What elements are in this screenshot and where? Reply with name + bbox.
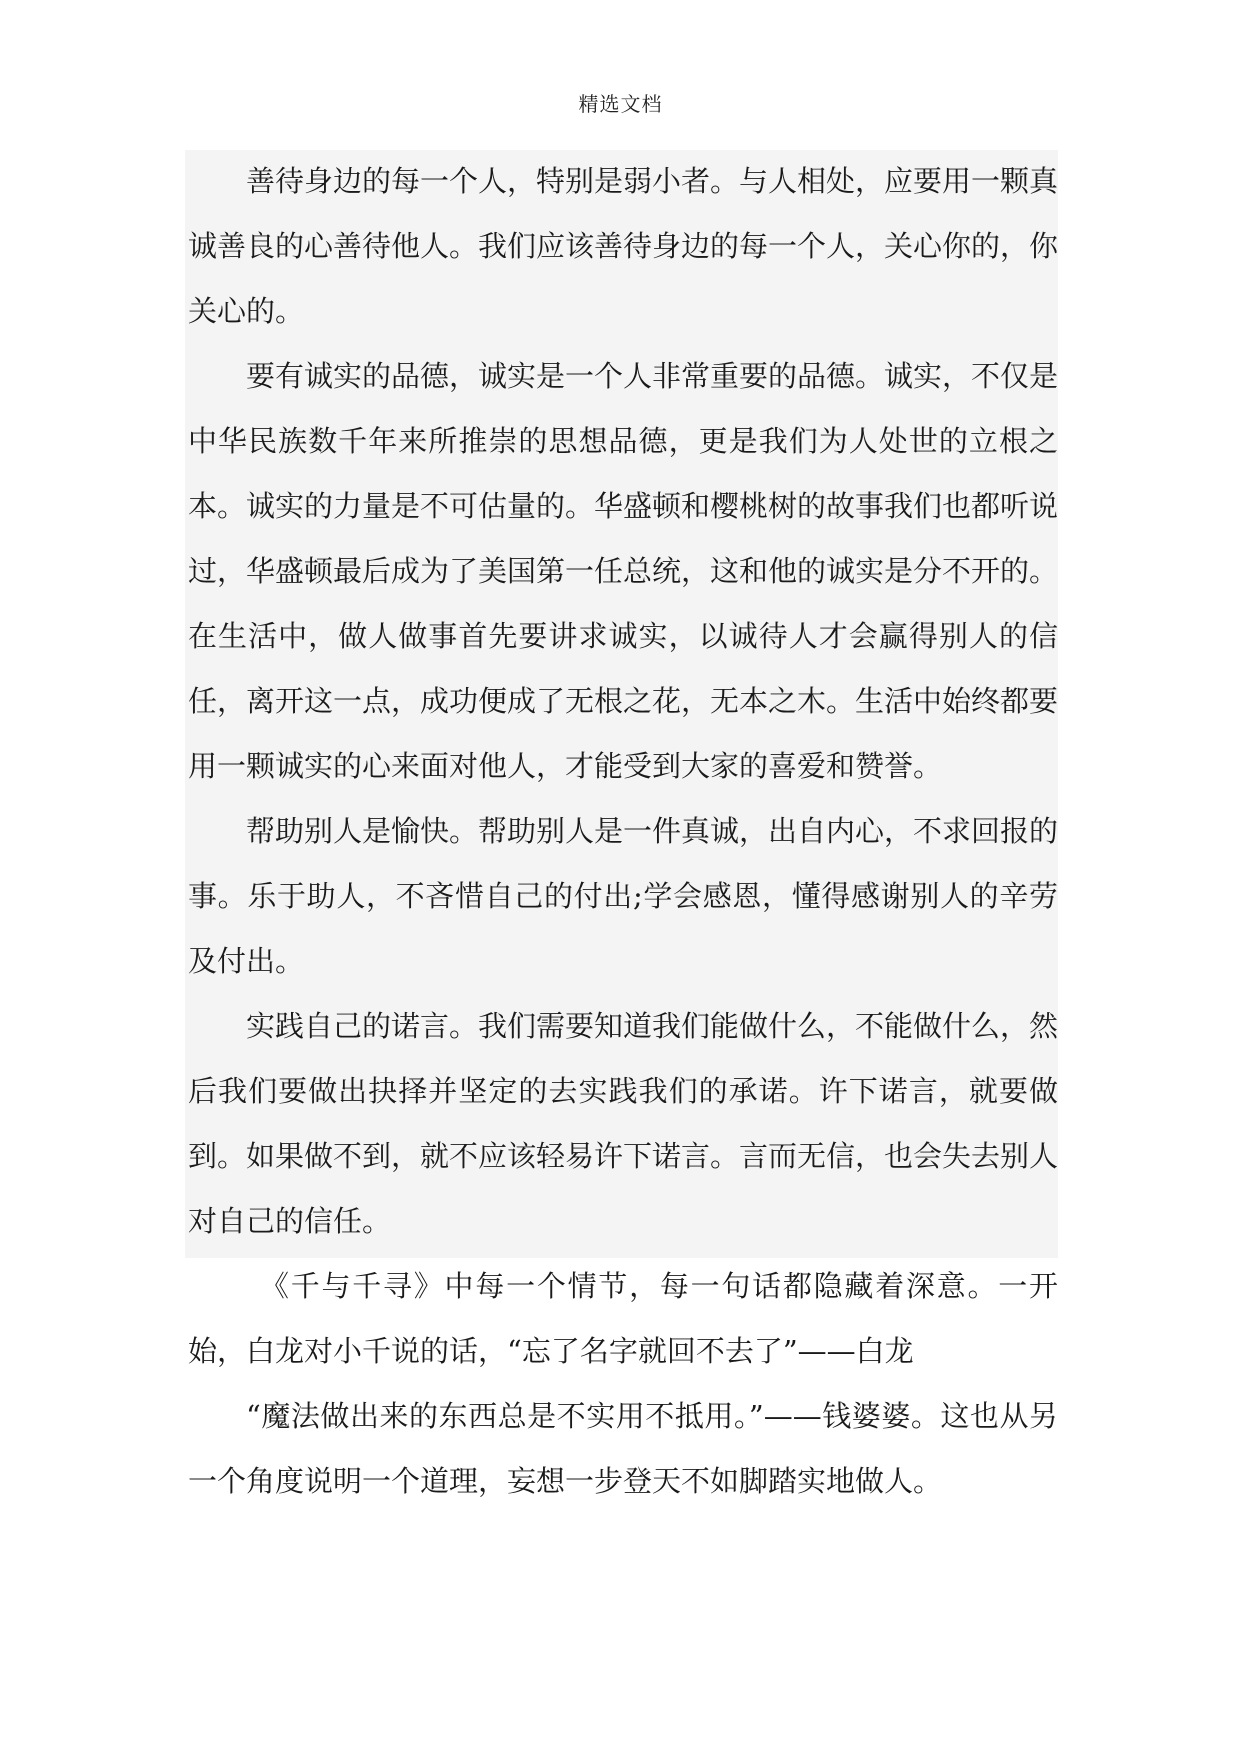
paragraph-keep-promises [188, 994, 1058, 1254]
paragraph-magic-quote [188, 1384, 1058, 1514]
paragraph-text: 帮助别人是愉快。帮助别人是一件真诚，出自内心，不求回报的事。乐于助人，不吝惜自己的付出;学会感恩，懂得感谢别人的辛劳及付出。 [188, 814, 1059, 978]
paragraph-text: “魔法做出来的东西总是不实用不抵用。”——钱婆婆。这也从另一个角度说明一个道理，妄想一步登天不如脚踏实地做人。 [188, 1399, 1058, 1498]
paragraph-helping-others [188, 799, 1058, 994]
paragraph-text: 实践自己的诺言。我们需要知道我们能做什么，不能做什么，然后我们要做出抉择并坚定的去实践我们的承诺。许下诺言，就要做到。如果做不到，就不应该轻易许下诺言。言而无信，也会失去别人对自己的信任。 [188, 1009, 1059, 1238]
paragraph-text: 要有诚实的品德，诚实是一个人非常重要的品德。诚实，不仅是中华民族数千年来所推崇的思想品德，更是我们为人处世的立根之本。诚实的力量是不可估量的。华盛顿和樱桃树的故事我们也都听说过，华盛顿最后成为了美国第一任总统，这和他的诚实是分不开的。在生活中，做人做事首先要讲求诚实，以诚待人才会赢得别人的信任，离开这一点，成功便成了无根之花，无本之木。生活中始终都要用一颗诚实的心来面对他人，才能受到大家的喜爱和赞誉。 [188, 359, 1059, 783]
paragraph-honesty [188, 344, 1058, 799]
paragraph-text: 善待身边的每一个人，特别是弱小者。与人相处，应要用一颗真诚善良的心善待他人。我们应该善待身边的每一个人，关心你的，你关心的。 [188, 164, 1059, 328]
page-header: 精选文档 [578, 92, 663, 116]
paragraph-text: 《千与千寻》中每一个情节，每一句话都隐藏着深意。一开始，白龙对小千说的话，“忘了名字就回不去了”——白龙 [188, 1269, 1058, 1368]
paragraph-spirited-away [188, 1254, 1058, 1384]
paragraph-kindness [188, 149, 1058, 344]
